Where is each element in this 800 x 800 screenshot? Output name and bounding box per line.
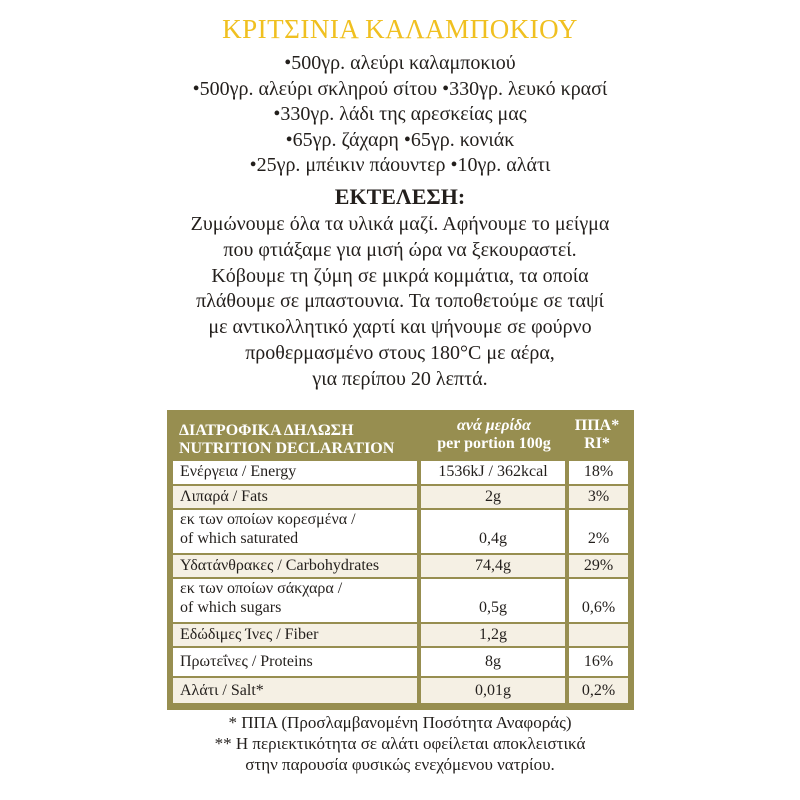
method-line: πλάθουμε σε μπαστουνια. Τα τοποθετούμε σε ταψί	[196, 290, 604, 313]
row-label: Πρωτεΐνες / Proteins	[180, 653, 313, 670]
row-value: 74,4g	[475, 557, 511, 574]
nutrition-table-body	[173, 461, 628, 703]
row-value: 8g	[485, 653, 501, 670]
method-line: Κόβουμε τη ζύμη σε μικρά κομμάτια, τα οποία	[211, 264, 589, 287]
header-portion	[427, 417, 561, 453]
table-row	[173, 678, 628, 703]
method-line: για περίπου 20 λεπτά.	[312, 367, 488, 390]
header-ri-en: RI*	[584, 435, 610, 452]
ingredients-list	[0, 51, 800, 179]
row-ri: 3%	[587, 488, 610, 505]
table-row	[173, 486, 628, 508]
method-heading: ΕΚΤΕΛΕΣΗ:	[334, 184, 466, 209]
row-value: 0,4g	[479, 530, 507, 547]
row-label: Ενέργεια / Energy	[180, 463, 297, 480]
row-value: 1,2g	[479, 626, 507, 643]
header-portion-en: per portion 100g	[437, 435, 551, 452]
header-label-gr: ΔΙΑΤΡΟΦΙΚΑ ΔΗΛΩΣΗ	[179, 422, 354, 439]
ingredient-line: •500γρ. αλεύρι καλαμποκιού	[284, 52, 516, 74]
recipe-title: ΚΡΙΤΣΙΝΙΑ ΚΑΛΑΜΠΟΚΙΟΥ	[222, 14, 578, 44]
footnote-line: ** Η περιεκτικότητα σε αλάτι οφείλεται αποκλειστικά	[214, 734, 586, 753]
ingredient-line: •500γρ. αλεύρι σκληρού σίτου •330γρ. λευκό κρασί	[192, 77, 608, 100]
row-value: 2g	[485, 488, 501, 505]
table-row	[173, 648, 628, 676]
footnote-line: * ΠΠΑ (Προσλαμβανομένη Ποσότητα Αναφοράς)	[228, 713, 572, 732]
row-label: Υδατάνθρακες / Carbohydrates	[180, 557, 380, 574]
ingredient-line: •330γρ. λάδι της αρεσκείας μας	[273, 103, 527, 125]
method-line: που φτιάξαμε για μισή ώρα να ξεκουραστεί.	[223, 238, 577, 261]
row-ri: 2%	[587, 530, 610, 547]
row-ri: 0,6%	[581, 599, 616, 616]
footnotes	[0, 712, 800, 775]
row-label: Λιπαρά / Fats	[180, 488, 268, 505]
method-text	[0, 212, 800, 393]
row-ri: 18%	[583, 463, 614, 480]
row-value: 1536kJ / 362kcal	[438, 463, 548, 480]
table-row	[173, 510, 628, 553]
nutrition-table-header	[173, 410, 628, 461]
method-line: Ζυμώνουμε όλα τα υλικά μαζί. Αφήνουμε το μείγμα	[190, 213, 610, 235]
header-portion-gr: ανά μερίδα	[457, 417, 531, 434]
header-ri	[565, 417, 629, 453]
row-ri: 29%	[583, 557, 614, 574]
header-ri-gr: ΠΠΑ*	[574, 417, 620, 434]
nutrition-table	[167, 410, 634, 710]
header-label-en: NUTRITION DECLARATION	[179, 440, 395, 457]
table-row	[173, 461, 628, 484]
row-value: 0,01g	[475, 682, 511, 699]
ingredient-line: •65γρ. ζάχαρη •65γρ. κονιάκ	[285, 128, 515, 151]
header-label	[179, 422, 394, 458]
row-ri: 0,2%	[581, 682, 616, 699]
footnote-line: στην παρουσία φυσικώς ενεχόμενου νατρίου.	[245, 755, 555, 774]
row-label: Αλάτι / Salt*	[180, 682, 264, 699]
method-line: προθερμασμένο στους 180°C με αέρα,	[245, 341, 555, 364]
table-row	[173, 555, 628, 577]
row-label: εκ των οποίων κορεσμένα /	[180, 511, 356, 528]
row-label-en: of which saturated	[180, 530, 299, 547]
ingredient-line: •25γρ. μπέικιν πάουντερ •10γρ. αλάτι	[249, 154, 551, 176]
table-row	[173, 624, 628, 646]
method-line: με αντικολλητικό χαρτί και ψήνουμε σε φούρνο	[208, 316, 592, 339]
row-ri: 16%	[583, 653, 614, 670]
table-row	[173, 579, 628, 622]
row-value: 0,5g	[479, 599, 507, 616]
row-label: Εδώδιμες Ίνες / Fiber	[180, 626, 319, 643]
row-label-en: of which sugars	[180, 599, 282, 616]
row-label: εκ των οποίων σάκχαρα /	[180, 580, 343, 597]
